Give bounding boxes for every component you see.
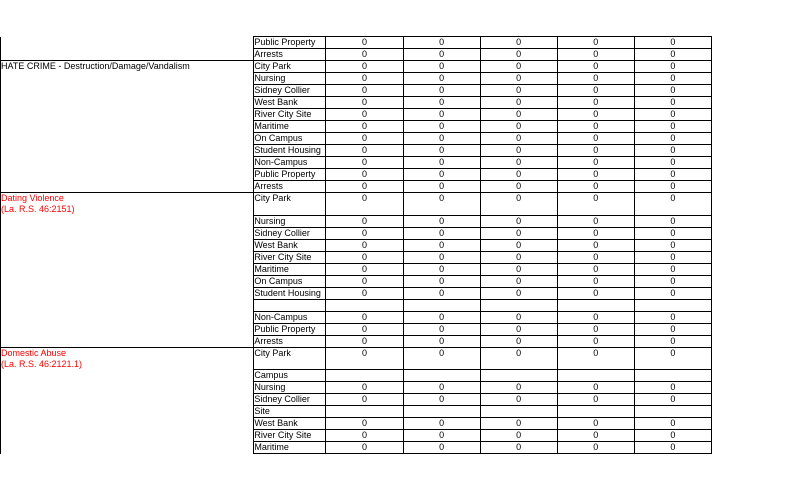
value-cell: 0: [480, 215, 557, 227]
value-cell: 0: [557, 287, 634, 299]
value-cell: 0: [557, 193, 634, 216]
value-cell: [557, 406, 634, 418]
value-cell: 0: [403, 61, 480, 73]
value-cell: 0: [326, 394, 403, 406]
label-cell-empty: [1, 49, 254, 61]
value-cell: 0: [634, 169, 711, 181]
category-label: [1, 61, 254, 73]
value-cell: 0: [557, 323, 634, 335]
value-cell: 0: [557, 215, 634, 227]
value-cell: 0: [326, 227, 403, 239]
table-row: [1, 311, 712, 323]
site-cell: City Park: [254, 193, 326, 216]
value-cell: 0: [634, 442, 711, 454]
value-cell: 0: [326, 239, 403, 251]
value-cell: 0: [480, 418, 557, 430]
value-cell: 0: [326, 49, 403, 61]
value-cell: 0: [557, 335, 634, 347]
value-cell: 0: [403, 430, 480, 442]
label-cell-empty: [1, 382, 254, 394]
value-cell: 0: [634, 239, 711, 251]
value-cell: 0: [557, 418, 634, 430]
value-cell: 0: [403, 49, 480, 61]
value-cell: 0: [480, 251, 557, 263]
value-cell: 0: [326, 169, 403, 181]
value-cell: [403, 406, 480, 418]
value-cell: 0: [634, 181, 711, 193]
value-cell: 0: [634, 227, 711, 239]
value-cell: 0: [557, 239, 634, 251]
value-cell: 0: [557, 109, 634, 121]
value-cell: 0: [403, 215, 480, 227]
value-cell: 0: [326, 109, 403, 121]
table-row: [1, 406, 712, 418]
label-cell-empty: [1, 394, 254, 406]
value-cell: 0: [557, 133, 634, 145]
table-row: [1, 430, 712, 442]
value-cell: 0: [480, 85, 557, 97]
value-cell: 0: [403, 323, 480, 335]
table-row: [1, 37, 712, 49]
value-cell: 0: [557, 37, 634, 49]
value-cell: 0: [634, 145, 711, 157]
site-cell: City Park: [254, 61, 326, 73]
label-cell-empty: [1, 370, 254, 382]
value-cell: 0: [557, 442, 634, 454]
table-row: [1, 215, 712, 227]
label-cell-empty: [1, 37, 254, 49]
value-cell: 0: [480, 73, 557, 85]
site-cell: Campus: [254, 370, 326, 382]
value-cell: 0: [326, 418, 403, 430]
value-cell: 0: [480, 347, 557, 370]
table-row: [1, 347, 712, 370]
value-cell: 0: [634, 121, 711, 133]
value-cell: 0: [403, 251, 480, 263]
value-cell: 0: [480, 169, 557, 181]
value-cell: 0: [480, 239, 557, 251]
site-cell: Student Housing: [254, 145, 326, 157]
value-cell: 0: [403, 193, 480, 216]
site-cell: Public Property: [254, 37, 326, 49]
value-cell: 0: [634, 335, 711, 347]
value-cell: 0: [403, 109, 480, 121]
value-cell: 0: [634, 61, 711, 73]
table-row: [1, 227, 712, 239]
value-cell: 0: [634, 418, 711, 430]
value-cell: 0: [634, 311, 711, 323]
table-row: [1, 109, 712, 121]
value-cell: 0: [326, 442, 403, 454]
table-row: [1, 157, 712, 169]
value-cell: 0: [326, 145, 403, 157]
site-cell: [254, 299, 326, 311]
value-cell: 0: [557, 85, 634, 97]
value-cell: 0: [480, 263, 557, 275]
value-cell: [403, 299, 480, 311]
value-cell: 0: [326, 85, 403, 97]
value-cell: 0: [326, 287, 403, 299]
value-cell: 0: [480, 109, 557, 121]
label-cell-empty: [1, 406, 254, 418]
label-cell-empty: [1, 181, 254, 193]
label-cell-empty: [1, 418, 254, 430]
category-label: [1, 347, 254, 370]
value-cell: [326, 299, 403, 311]
value-cell: 0: [634, 97, 711, 109]
value-cell: 0: [480, 37, 557, 49]
value-cell: 0: [403, 382, 480, 394]
table-row: [1, 239, 712, 251]
value-cell: 0: [480, 227, 557, 239]
site-cell: Arrests: [254, 335, 326, 347]
table-row: [1, 133, 712, 145]
value-cell: 0: [480, 181, 557, 193]
value-cell: 0: [634, 382, 711, 394]
value-cell: 0: [403, 239, 480, 251]
value-cell: 0: [634, 193, 711, 216]
site-cell: Arrests: [254, 181, 326, 193]
table-row: [1, 169, 712, 181]
table-row: [1, 61, 712, 73]
site-cell: Maritime: [254, 263, 326, 275]
value-cell: 0: [480, 382, 557, 394]
label-cell-empty: [1, 85, 254, 97]
label-cell-empty: [1, 299, 254, 311]
value-cell: 0: [557, 157, 634, 169]
table-body: [1, 37, 712, 454]
value-cell: 0: [634, 49, 711, 61]
label-cell-empty: [1, 239, 254, 251]
value-cell: 0: [480, 133, 557, 145]
value-cell: 0: [480, 311, 557, 323]
site-cell: West Bank: [254, 97, 326, 109]
value-cell: 0: [403, 335, 480, 347]
table-row: [1, 299, 712, 311]
site-cell: River City Site: [254, 430, 326, 442]
table-row: [1, 73, 712, 85]
table-row: [1, 121, 712, 133]
category-label-line1: Domestic Abuse: [1, 347, 67, 358]
value-cell: 0: [557, 311, 634, 323]
value-cell: [480, 406, 557, 418]
value-cell: 0: [634, 215, 711, 227]
value-cell: 0: [557, 73, 634, 85]
table-row: [1, 145, 712, 157]
value-cell: 0: [634, 133, 711, 145]
value-cell: 0: [557, 181, 634, 193]
site-cell: West Bank: [254, 239, 326, 251]
value-cell: 0: [480, 145, 557, 157]
value-cell: 0: [480, 61, 557, 73]
value-cell: 0: [326, 97, 403, 109]
label-cell-empty: [1, 335, 254, 347]
value-cell: 0: [557, 263, 634, 275]
value-cell: 0: [480, 49, 557, 61]
table-row: [1, 49, 712, 61]
table-row: [1, 263, 712, 275]
value-cell: 0: [557, 145, 634, 157]
table-row: [1, 275, 712, 287]
value-cell: 0: [634, 37, 711, 49]
value-cell: 0: [634, 275, 711, 287]
value-cell: 0: [403, 227, 480, 239]
site-cell: Sidney Collier: [254, 394, 326, 406]
label-cell-empty: [1, 169, 254, 181]
label-cell-empty: [1, 109, 254, 121]
value-cell: [480, 370, 557, 382]
table-row: [1, 382, 712, 394]
site-cell: Nursing: [254, 382, 326, 394]
table-row: [1, 97, 712, 109]
label-cell-empty: [1, 73, 254, 85]
label-cell-empty: [1, 145, 254, 157]
value-cell: 0: [557, 430, 634, 442]
site-cell: Public Property: [254, 323, 326, 335]
value-cell: 0: [403, 287, 480, 299]
value-cell: 0: [403, 181, 480, 193]
value-cell: 0: [634, 287, 711, 299]
site-cell: Non-Campus: [254, 157, 326, 169]
value-cell: 0: [480, 394, 557, 406]
value-cell: 0: [634, 109, 711, 121]
site-cell: Maritime: [254, 121, 326, 133]
value-cell: 0: [326, 61, 403, 73]
value-cell: 0: [634, 85, 711, 97]
value-cell: 0: [326, 263, 403, 275]
value-cell: 0: [403, 73, 480, 85]
value-cell: 0: [326, 121, 403, 133]
label-cell-empty: [1, 263, 254, 275]
value-cell: 0: [557, 382, 634, 394]
value-cell: 0: [326, 251, 403, 263]
value-cell: 0: [557, 97, 634, 109]
value-cell: 0: [403, 263, 480, 275]
value-cell: 0: [403, 394, 480, 406]
value-cell: 0: [403, 37, 480, 49]
value-cell: 0: [634, 251, 711, 263]
table-row: [1, 287, 712, 299]
value-cell: 0: [634, 394, 711, 406]
value-cell: 0: [480, 193, 557, 216]
category-label-line1: HATE CRIME - Destruction/Damage/Vandalism: [1, 61, 190, 71]
site-cell: Public Property: [254, 169, 326, 181]
value-cell: 0: [326, 157, 403, 169]
site-cell: River City Site: [254, 251, 326, 263]
value-cell: 0: [480, 335, 557, 347]
table-row: [1, 251, 712, 263]
value-cell: 0: [403, 97, 480, 109]
value-cell: 0: [326, 275, 403, 287]
site-cell: Nursing: [254, 215, 326, 227]
value-cell: 0: [326, 347, 403, 370]
value-cell: 0: [326, 193, 403, 216]
value-cell: 0: [403, 275, 480, 287]
table-row: [1, 85, 712, 97]
value-cell: [326, 406, 403, 418]
site-cell: Sidney Collier: [254, 85, 326, 97]
value-cell: 0: [480, 97, 557, 109]
value-cell: 0: [557, 227, 634, 239]
value-cell: 0: [403, 442, 480, 454]
value-cell: 0: [480, 287, 557, 299]
value-cell: 0: [326, 382, 403, 394]
value-cell: 0: [403, 347, 480, 370]
value-cell: [326, 370, 403, 382]
value-cell: 0: [480, 157, 557, 169]
value-cell: 0: [403, 169, 480, 181]
value-cell: 0: [557, 49, 634, 61]
value-cell: 0: [403, 311, 480, 323]
value-cell: 0: [557, 121, 634, 133]
value-cell: 0: [326, 73, 403, 85]
label-cell-empty: [1, 227, 254, 239]
site-cell: Sidney Collier: [254, 227, 326, 239]
value-cell: [634, 299, 711, 311]
site-cell: On Campus: [254, 275, 326, 287]
site-cell: Nursing: [254, 73, 326, 85]
category-label: [1, 193, 254, 216]
value-cell: 0: [557, 347, 634, 370]
value-cell: 0: [326, 133, 403, 145]
value-cell: [480, 299, 557, 311]
value-cell: 0: [326, 215, 403, 227]
value-cell: 0: [480, 442, 557, 454]
table-row: [1, 394, 712, 406]
label-cell-empty: [1, 251, 254, 263]
value-cell: 0: [403, 418, 480, 430]
table-row: [1, 193, 712, 216]
category-label-line1: Dating Violence: [1, 193, 64, 203]
label-cell-empty: [1, 311, 254, 323]
label-cell-empty: [1, 157, 254, 169]
category-label-line2: (La. R.S. 46:2151): [1, 204, 75, 214]
value-cell: 0: [557, 394, 634, 406]
value-cell: 0: [403, 121, 480, 133]
table-row: [1, 323, 712, 335]
value-cell: 0: [480, 275, 557, 287]
value-cell: [634, 406, 711, 418]
site-cell: Non-Campus: [254, 311, 326, 323]
label-cell-empty: [1, 97, 254, 109]
label-cell-empty: [1, 442, 254, 454]
table-row: [1, 370, 712, 382]
category-label-line2: (La. R.S. 46:2121.1): [1, 358, 83, 369]
value-cell: 0: [326, 335, 403, 347]
table-row: [1, 442, 712, 454]
site-cell: Maritime: [254, 442, 326, 454]
value-cell: 0: [326, 430, 403, 442]
site-cell: On Campus: [254, 133, 326, 145]
value-cell: 0: [634, 263, 711, 275]
value-cell: 0: [557, 251, 634, 263]
site-cell: City Park: [254, 347, 326, 370]
value-cell: [557, 299, 634, 311]
table-row: [1, 181, 712, 193]
value-cell: [557, 370, 634, 382]
label-cell-empty: [1, 430, 254, 442]
label-cell-empty: [1, 133, 254, 145]
site-cell: Arrests: [254, 49, 326, 61]
label-cell-empty: [1, 323, 254, 335]
label-cell-empty: [1, 121, 254, 133]
site-cell: Student Housing: [254, 287, 326, 299]
value-cell: 0: [326, 311, 403, 323]
value-cell: 0: [326, 181, 403, 193]
label-cell-empty: [1, 215, 254, 227]
site-cell: River City Site: [254, 109, 326, 121]
value-cell: [634, 370, 711, 382]
value-cell: 0: [634, 430, 711, 442]
value-cell: 0: [634, 347, 711, 370]
value-cell: 0: [557, 275, 634, 287]
crime-statistics-table: [0, 36, 712, 454]
value-cell: 0: [403, 145, 480, 157]
value-cell: 0: [634, 73, 711, 85]
site-cell: West Bank: [254, 418, 326, 430]
value-cell: 0: [557, 169, 634, 181]
table-row: [1, 418, 712, 430]
value-cell: 0: [403, 157, 480, 169]
value-cell: 0: [634, 157, 711, 169]
label-cell-empty: [1, 275, 254, 287]
value-cell: 0: [326, 37, 403, 49]
value-cell: 0: [557, 61, 634, 73]
value-cell: 0: [480, 430, 557, 442]
value-cell: 0: [634, 323, 711, 335]
value-cell: [403, 370, 480, 382]
value-cell: 0: [480, 323, 557, 335]
value-cell: 0: [480, 121, 557, 133]
value-cell: 0: [326, 323, 403, 335]
table-row: [1, 335, 712, 347]
value-cell: 0: [403, 85, 480, 97]
label-cell-empty: [1, 287, 254, 299]
value-cell: 0: [403, 133, 480, 145]
site-cell: Site: [254, 406, 326, 418]
